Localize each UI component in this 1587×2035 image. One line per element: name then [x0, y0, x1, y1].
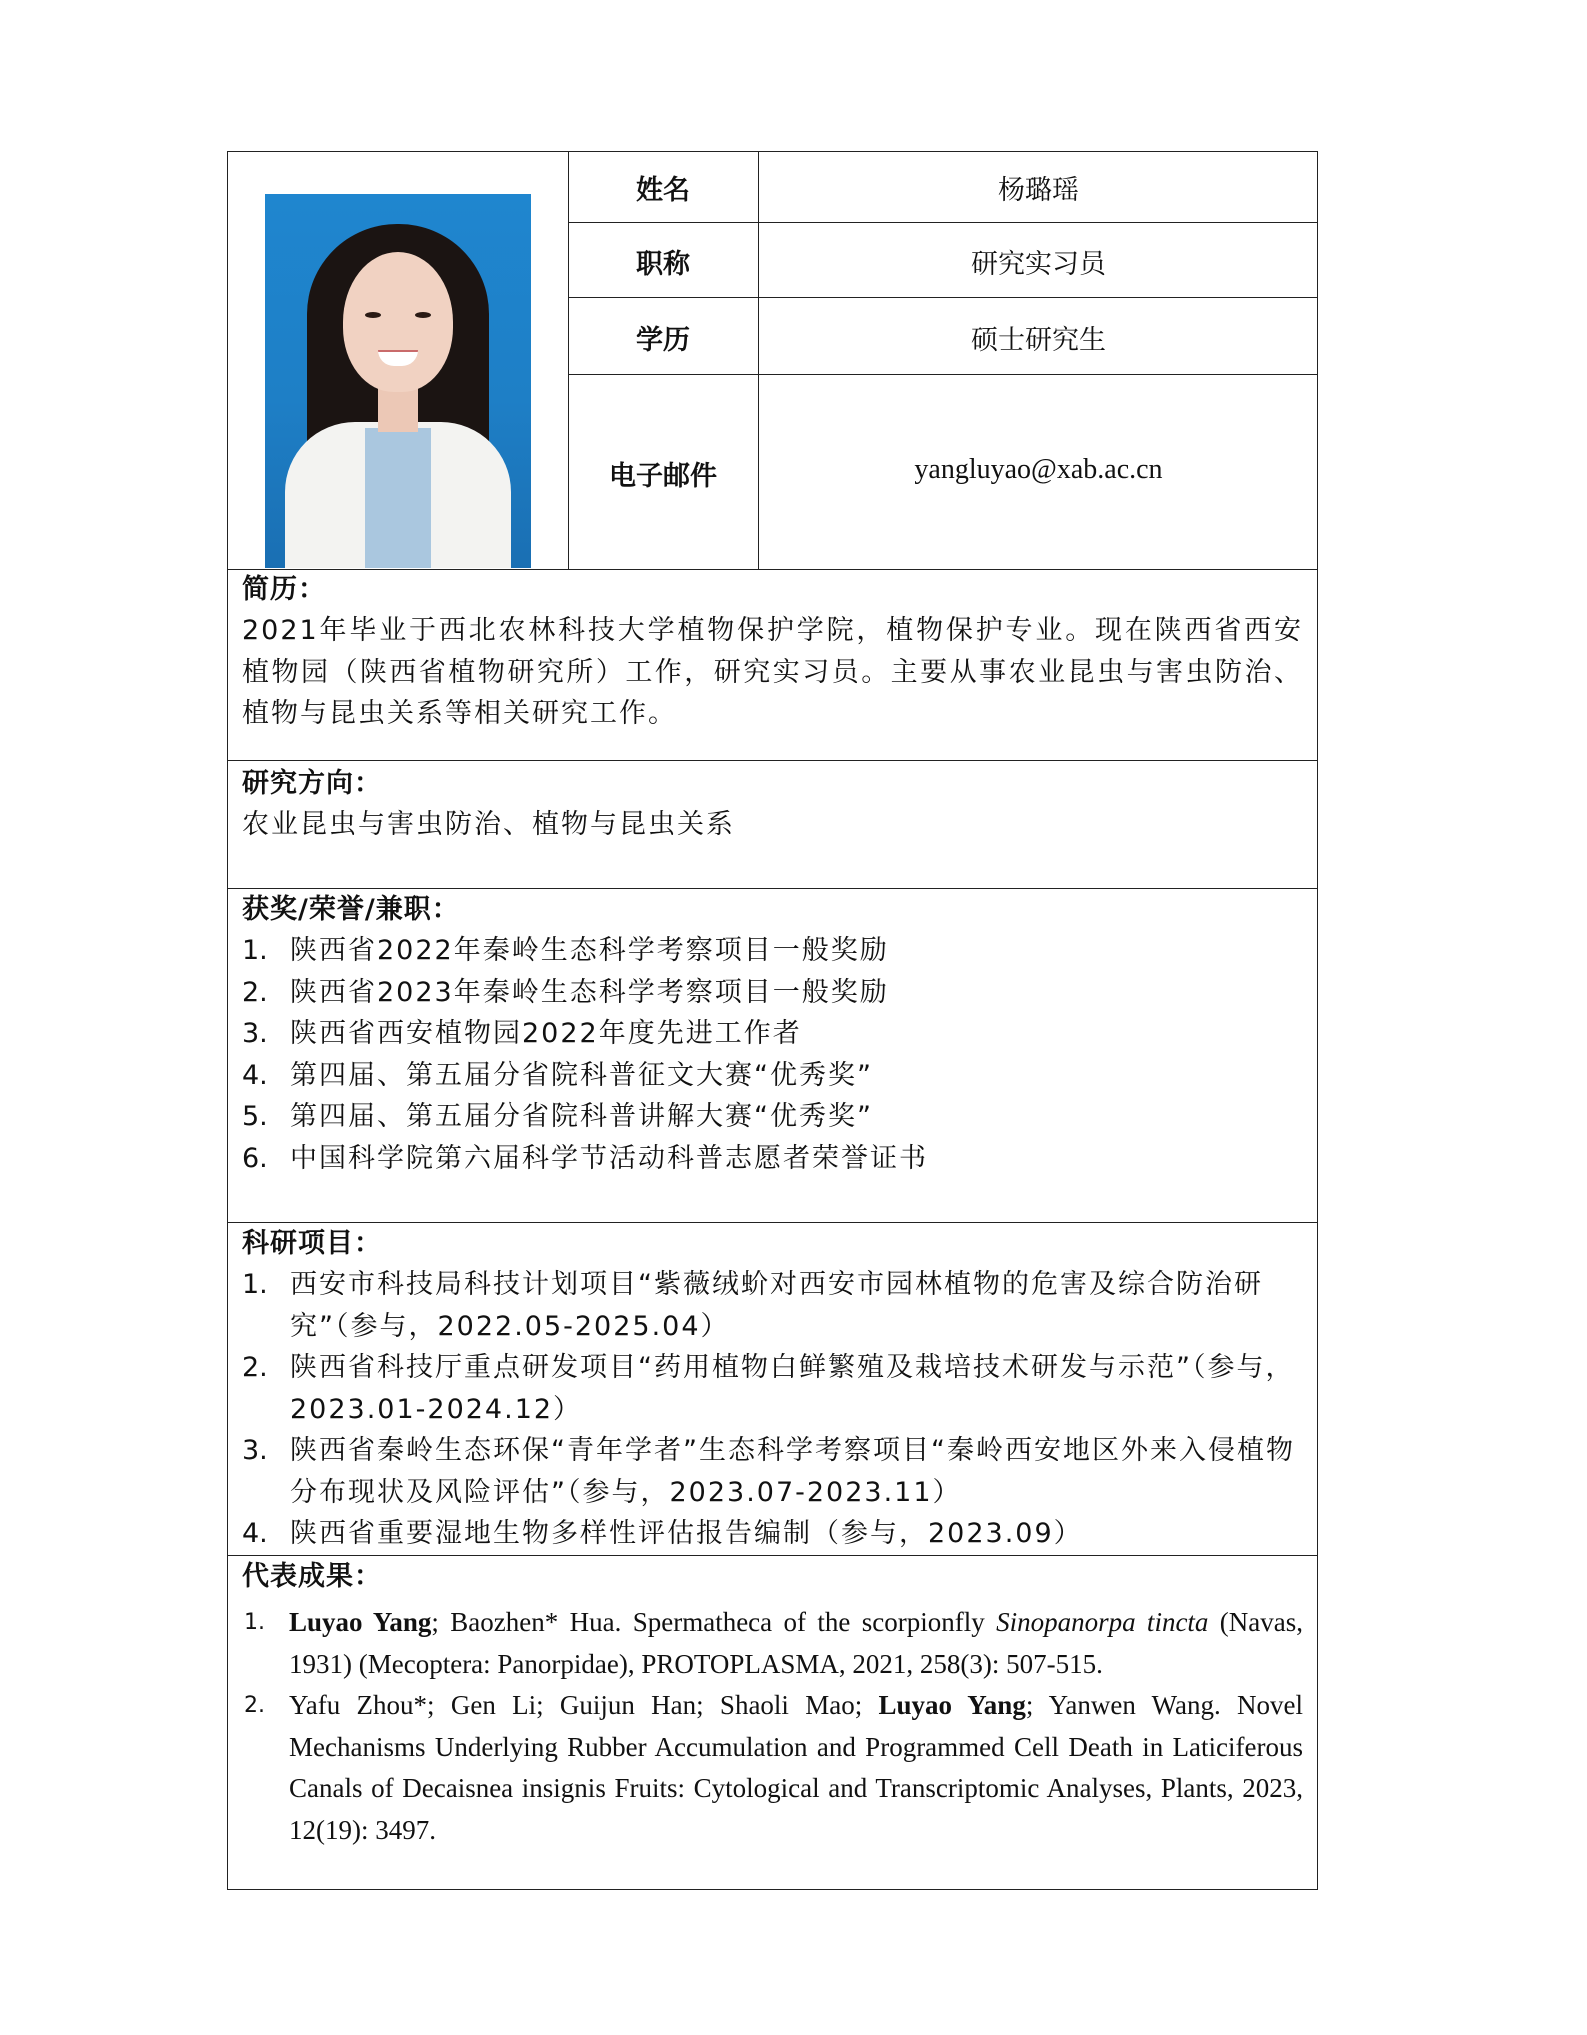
list-item: 1. 西安市科技局科技计划项目“紫薇绒蚧对西安市园林植物的危害及综合防治研究”（参与，2022.05-2025.04）: [242, 1269, 1263, 1342]
portrait-photo: [265, 194, 531, 568]
list-item: 4. 第四届、第五届分省院科普征文大赛“优秀奖”: [242, 1059, 873, 1091]
title-label: 职称: [636, 249, 690, 280]
publications-section: [242, 1557, 1303, 1597]
divider: [228, 888, 1317, 889]
highlighted-author: Luyao Yang: [878, 1690, 1026, 1720]
email-label: 电子邮件: [609, 461, 717, 492]
list-item: 1. Luyao Yang; Baozhen* Hua. Spermatheca of the scorpionfly Sinopanorpa tincta (Navas, 1931) (Mecoptera: Panorpidae), PROTOPLASMA, 2021, 258(3): 507-515.: [244, 1607, 1304, 1679]
projects-section: [242, 1224, 1303, 1555]
list-item: 2. Yafu Zhou*; Gen Li; Guijun Han; Shaoli Mao; Luyao Yang; Yanwen Wang. Novel Mechanisms Underlying Rubber Accumulation and Programmed Cell Death in Laticiferous Canals of Decaisnea insignis Fruits: Cytological and Transcriptomic Analyses, Plants, 2023, 12(19): 3497.: [244, 1690, 1303, 1845]
list-item: 2. 陕西省科技厅重点研发项目“药用植物白鲜繁殖及栽培技术研发与示范”（参与，2023.01-2024.12）: [242, 1352, 1295, 1425]
list-item: 6. 中国科学院第六届科学节活动科普志愿者荣誉证书: [242, 1142, 928, 1174]
list-item: 4. 陕西省重要湿地生物多样性评估报告编制（参与，2023.09）: [242, 1518, 1083, 1549]
divider: [228, 1555, 1317, 1556]
list-item: 2. 陕西省2023年秦岭生态科学考察项目一般奖励: [242, 976, 889, 1008]
divider: [568, 222, 1317, 223]
list-item: 3. 陕西省西安植物园2022年度先进工作者: [242, 1018, 802, 1049]
email-value[interactable]: yangluyao@xab.ac.cn: [914, 454, 1163, 485]
research-text: 农业昆虫与害虫防治、植物与昆虫关系: [242, 809, 735, 840]
list-item: 5. 第四届、第五届分省院科普讲解大赛“优秀奖”: [242, 1101, 873, 1132]
resume-section: [242, 570, 1303, 735]
research-title: 研究方向：: [242, 768, 382, 799]
education-value: 硕士研究生: [971, 325, 1106, 356]
publications-list: [242, 1602, 1303, 1851]
research-section: [242, 764, 1303, 846]
list-item: 1. 陕西省2022年秦岭生态科学考察项目一般奖励: [242, 935, 889, 966]
species-name: Sinopanorpa tincta: [996, 1607, 1209, 1637]
resume-title: 简历：: [242, 574, 326, 605]
publications-title: 代表成果：: [242, 1561, 382, 1592]
divider: [758, 152, 759, 569]
resume-text: 2021年毕业于西北农林科技大学植物保护学院，植物保护专业。现在陕西省西安植物园（陕西省植物研究所）工作，研究实习员。主要从事农业昆虫与害虫防治、植物与昆虫关系等相关研究工作。: [242, 615, 1303, 729]
divider: [228, 760, 1317, 761]
divider: [568, 374, 1317, 375]
divider: [568, 297, 1317, 298]
name-value: 杨璐瑶: [998, 175, 1079, 206]
name-label: 姓名: [636, 175, 690, 206]
list-item: 3. 陕西省秦岭生态环保“青年学者”生态科学考察项目“秦岭西安地区外来入侵植物分布现状及风险评估”（参与，2023.07-2023.11）: [242, 1435, 1295, 1508]
awards-title: 获奖/荣誉/兼职：: [242, 894, 460, 925]
divider: [228, 1222, 1317, 1223]
highlighted-author: Luyao Yang: [289, 1607, 432, 1637]
divider: [568, 152, 569, 569]
profile-table: [227, 151, 1318, 1890]
title-value: 研究实习员: [971, 249, 1106, 280]
awards-section: [242, 890, 1303, 1179]
education-label: 学历: [636, 325, 690, 356]
projects-title: 科研项目：: [242, 1228, 382, 1259]
